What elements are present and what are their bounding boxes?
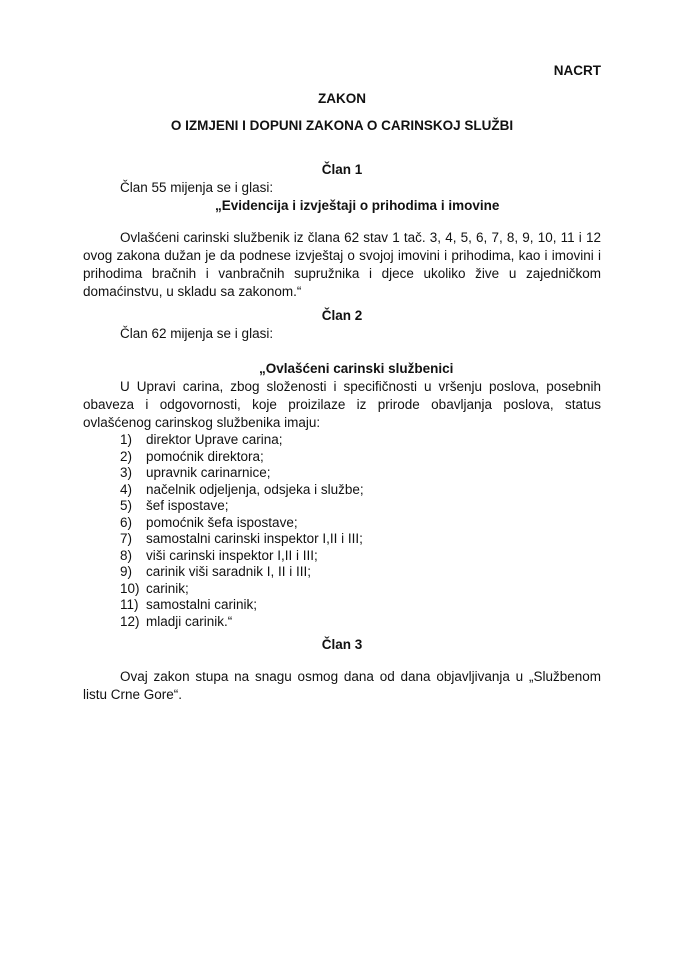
list-item-number: 5) bbox=[120, 498, 133, 513]
list-item bbox=[120, 548, 601, 565]
list-item-number: 12) bbox=[120, 613, 140, 629]
draft-label: NACRT bbox=[553, 63, 601, 78]
list-item bbox=[120, 432, 601, 449]
officials-list bbox=[120, 432, 601, 630]
list-item-text: šef ispostave; bbox=[146, 498, 229, 513]
list-item bbox=[120, 465, 601, 482]
article-2-body: U Upravi carina, zbog složenosti i specifičnosti u vršenju poslova, posebnih obaveza i odgovornosti, koje proizilaze iz prirode obavljanja poslova, status ovlašćenog carinskog službenika imaju: bbox=[83, 379, 601, 430]
list-item-text: viši carinski inspektor I,II i III; bbox=[146, 547, 318, 563]
list-item-number: 2) bbox=[120, 448, 133, 464]
list-item bbox=[120, 581, 601, 598]
article-2-subheading: „Ovlašćeni carinski službenici bbox=[259, 361, 454, 376]
list-item-text: carinik; bbox=[146, 580, 189, 596]
list-item-number: 1) bbox=[120, 432, 133, 447]
list-item-text: pomoćnik direktora; bbox=[146, 448, 264, 464]
list-item-text: upravnik carinarnice; bbox=[146, 465, 271, 480]
article-1-heading: Član 1 bbox=[321, 162, 363, 177]
list-item-number: 3) bbox=[120, 465, 133, 480]
list-item-number: 7) bbox=[120, 531, 133, 546]
list-item bbox=[120, 531, 601, 548]
article-1-subheading: „Evidencija i izvještaji o prihodima i imovine bbox=[215, 198, 500, 213]
law-subtitle: O IZMJENI I DOPUNI ZAKONA O CARINSKOJ SLUŽBI bbox=[170, 118, 514, 133]
list-item bbox=[120, 449, 601, 466]
list-item-number: 6) bbox=[120, 514, 133, 530]
law-title: ZAKON bbox=[318, 91, 366, 106]
article-3-body: Ovaj zakon stupa na snagu osmog dana od dana objavljivanja u „Službenom listu Crne Gore“. bbox=[83, 669, 601, 702]
list-item-text: samostalni carinik; bbox=[146, 597, 258, 612]
list-item bbox=[120, 498, 601, 515]
article-1-intro: Član 55 mijenja se i glasi: bbox=[120, 180, 274, 195]
list-item-number: 9) bbox=[120, 564, 133, 579]
article-1-body: Ovlašćeni carinski službenik iz člana 62 stav 1 tač. 3, 4, 5, 6, 7, 8, 9, 10, 11 i 12 ovog zakona dužan je da podnese izvještaj o svojoj imovini i prihodima, kao i imovini i prihodima bračnih i vanbračnih supružnika i djece ukoliko žive u zajedničkom domaćinstvu, u skladu sa zakonom.“ bbox=[83, 230, 601, 299]
list-item-number: 10) bbox=[120, 580, 140, 596]
list-item bbox=[120, 482, 601, 499]
list-item-number: 4) bbox=[120, 481, 133, 497]
list-item-text: pomoćnik šefa ispostave; bbox=[146, 514, 298, 530]
list-item bbox=[120, 564, 601, 581]
article-2-intro: Član 62 mijenja se i glasi: bbox=[120, 326, 274, 341]
list-item-text: mladji carinik.“ bbox=[146, 613, 233, 629]
article-3-heading: Član 3 bbox=[321, 637, 363, 652]
list-item bbox=[120, 597, 601, 614]
list-item-text: carinik viši saradnik I, II i III; bbox=[146, 564, 312, 579]
list-item-number: 8) bbox=[120, 547, 133, 563]
list-item bbox=[120, 614, 601, 631]
list-item bbox=[120, 515, 601, 532]
list-item-text: direktor Uprave carina; bbox=[146, 432, 283, 447]
list-item-number: 11) bbox=[120, 597, 139, 612]
article-2-heading: Član 2 bbox=[321, 308, 363, 323]
list-item-text: samostalni carinski inspektor I,II i III; bbox=[146, 531, 363, 546]
list-item-text: načelnik odjeljenja, odsjeka i službe; bbox=[146, 481, 364, 497]
